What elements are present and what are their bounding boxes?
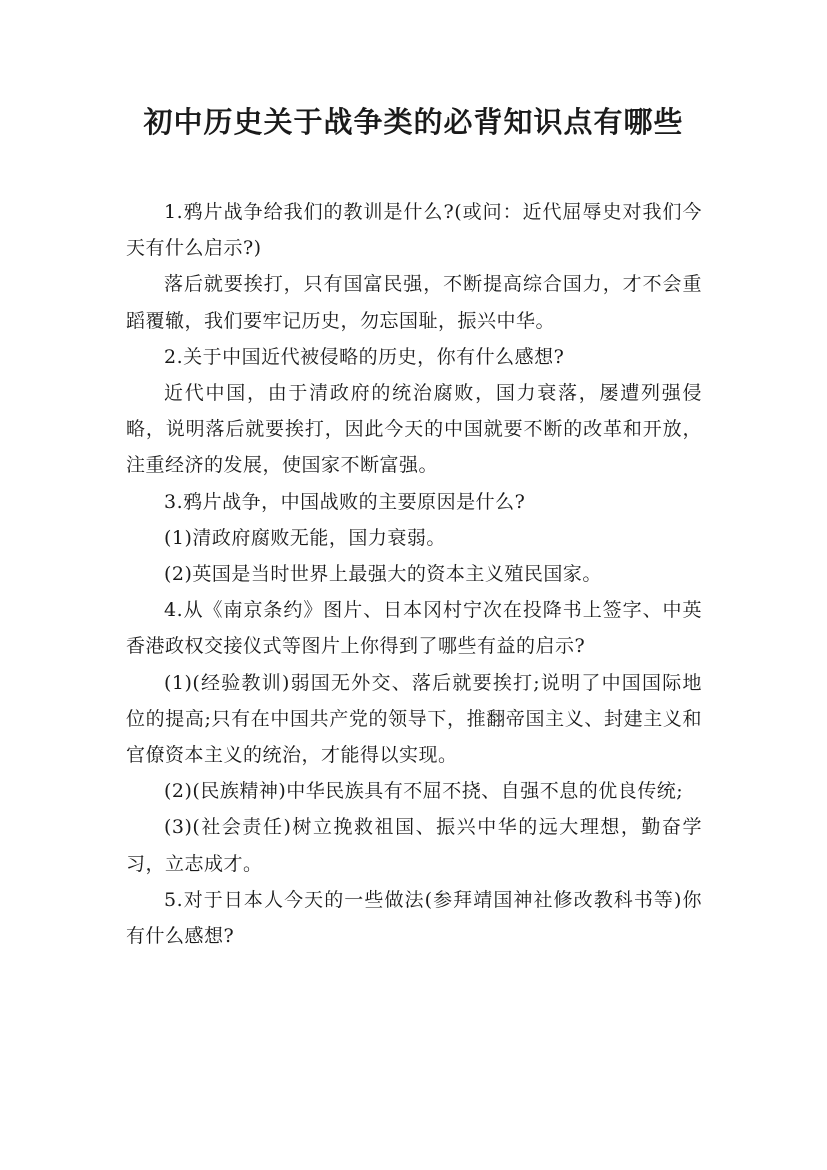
- document-body: [126, 194, 702, 954]
- paragraph-a3-1: (1)清政府腐败无能，国力衰弱。: [164, 526, 446, 549]
- paragraph-a3-2: (2)英国是当时世界上最强大的资本主义殖民国家。: [164, 563, 602, 586]
- paragraph-a4-3: (3)(社会责任)树立挽救祖国、振兴中华的远大理想，勤奋学习，立志成才。: [126, 816, 702, 875]
- paragraph-a1: 落后就要挨打，只有国富民强，不断提高综合国力，才不会重蹈覆辙，我们要牢记历史，勿忘国耻，振兴中华。: [126, 273, 702, 332]
- paragraph-q5: 5.对于日本人今天的一些做法(参拜靖国神社修改教科书等)你有什么感想?: [126, 888, 702, 948]
- paragraph-a4-2: (2)(民族精神)中华民族具有不屈不挠、自强不息的优良传统;: [164, 780, 684, 803]
- document-title: 初中历史关于战争类的必背知识点有哪些: [143, 105, 684, 139]
- paragraph-a2: 近代中国，由于清政府的统治腐败，国力衰落，屡遭列强侵略，说明落后就要挨打，因此今天的中国就要不断的改革和开放，注重经济的发展，使国家不断富强。: [126, 382, 702, 477]
- paragraph-a4-1: (1)(经验教训)弱国无外交、落后就要挨打;说明了中国国际地位的提高;只有在中国共产党的领导下，推翻帝国主义、封建主义和官僚资本主义的统治，才能得以实现。: [126, 671, 702, 767]
- paragraph-q1: 1.鸦片战争给我们的教训是什么?(或问：近代屈辱史对我们今天有什么启示?): [126, 201, 702, 260]
- paragraph-q2: 2.关于中国近代被侵略的历史，你有什么感想?: [164, 345, 565, 368]
- paragraph-q3: 3.鸦片战争，中国战败的主要原因是什么?: [164, 490, 526, 513]
- paragraph-q4: 4.从《南京条约》图片、日本冈村宁次在投降书上签字、中英香港政权交接仪式等图片上你得到了哪些有益的启示?: [126, 599, 702, 658]
